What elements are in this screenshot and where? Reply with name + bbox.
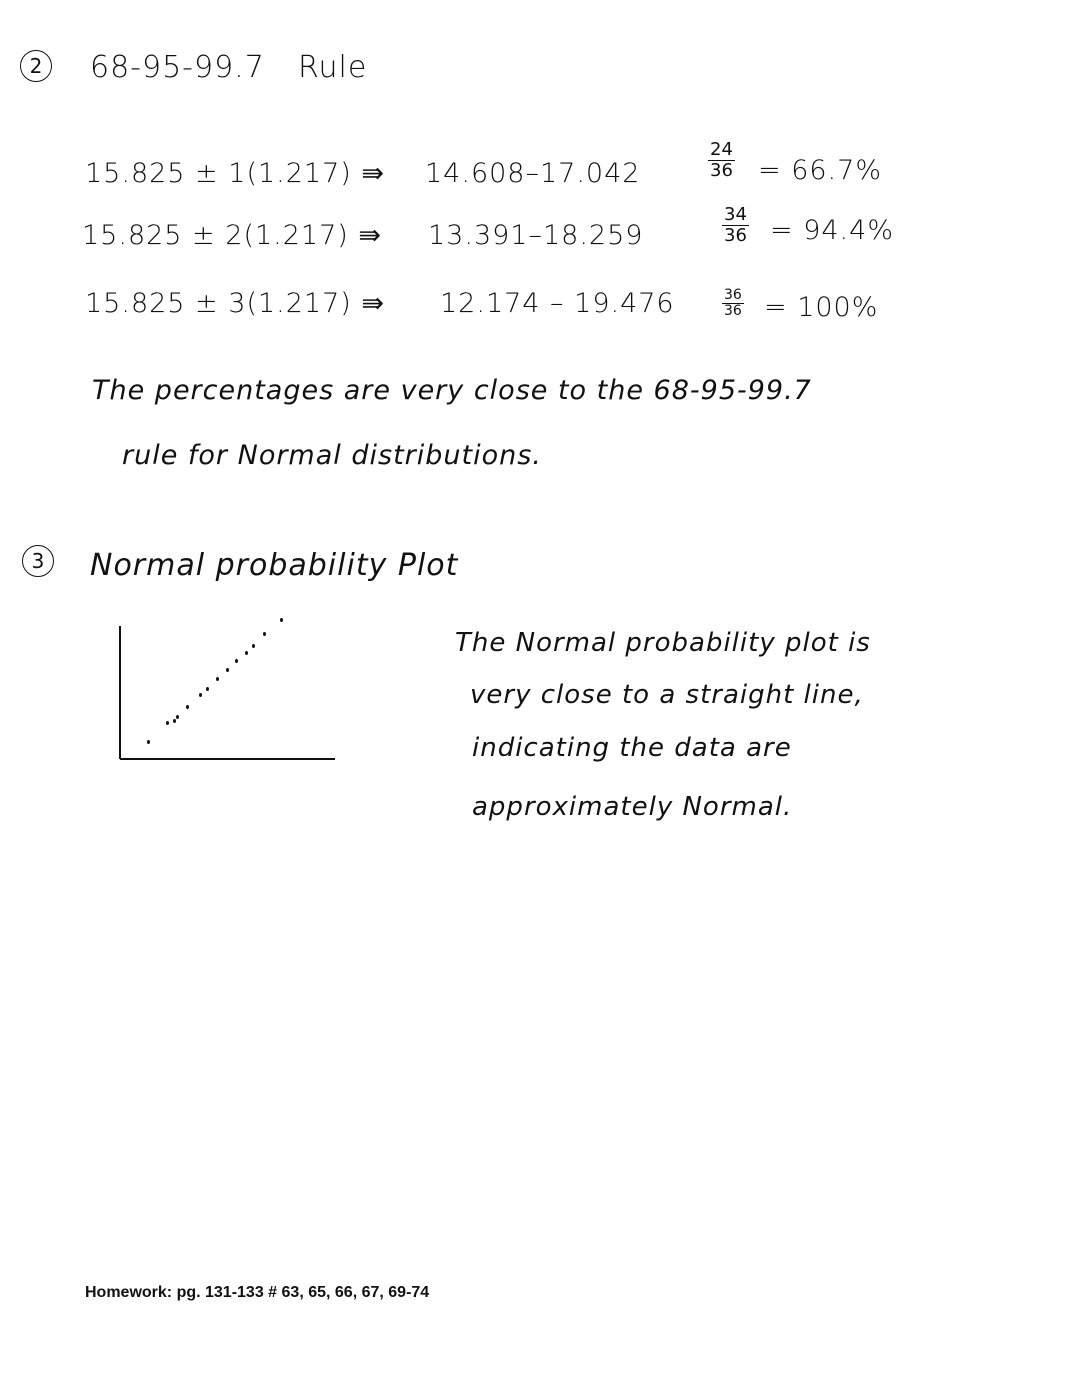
homework-note: Homework: pg. 131-133 # 63, 65, 66, 67, 69-74 bbox=[85, 1284, 430, 1301]
plot-description-line-4: approximately Normal. bbox=[472, 792, 793, 822]
plot-description-line-1: The Normal probability plot is bbox=[455, 628, 871, 658]
fraction-numerator: 36 bbox=[724, 287, 742, 303]
plot-point bbox=[252, 644, 255, 648]
fraction-denominator: 36 bbox=[724, 303, 742, 319]
plot-description-line-2: very close to a straight line, bbox=[470, 680, 864, 710]
conclusion-line-1: The percentages are very close to the 68-95-99.7 bbox=[92, 375, 812, 406]
fraction-numerator: 34 bbox=[724, 204, 747, 225]
rule-percent: = 94.4% bbox=[770, 215, 894, 246]
rule-range: 13.391–18.259 bbox=[428, 220, 644, 251]
rule-expression: 15.825 ± 3(1.217) ⇛ bbox=[85, 288, 386, 319]
conclusion-line-2: rule for Normal distributions. bbox=[122, 440, 542, 471]
fraction-denominator: 36 bbox=[710, 160, 733, 181]
plot-point bbox=[199, 693, 202, 697]
plot-point bbox=[206, 687, 209, 691]
section-2-title-word: Rule bbox=[298, 50, 368, 85]
section-2-number: 2 bbox=[20, 50, 52, 82]
plot-point bbox=[216, 677, 219, 681]
rule-percent: = 66.7% bbox=[758, 155, 882, 186]
rule-range: 14.608–17.042 bbox=[425, 158, 641, 189]
fraction-denominator: 36 bbox=[724, 225, 747, 246]
section-3-title: Normal probability Plot bbox=[90, 548, 459, 583]
rule-range: 12.174 – 19.476 bbox=[440, 288, 675, 319]
plot-y-axis bbox=[119, 626, 121, 759]
rule-fraction bbox=[722, 205, 749, 246]
plot-point bbox=[263, 632, 266, 636]
plot-description-line-3: indicating the data are bbox=[472, 733, 792, 763]
plot-point bbox=[176, 715, 179, 719]
section-3-number: 3 bbox=[22, 545, 54, 577]
plot-point bbox=[280, 618, 283, 622]
section-2-title: 68-95-99.7 bbox=[90, 50, 265, 85]
plot-point bbox=[245, 651, 248, 655]
plot-point bbox=[173, 719, 176, 723]
rule-percent: = 100% bbox=[764, 292, 879, 323]
plot-point bbox=[186, 705, 189, 709]
fraction-numerator: 24 bbox=[710, 139, 733, 160]
plot-point bbox=[235, 659, 238, 663]
plot-point bbox=[166, 721, 169, 725]
rule-expression: 15.825 ± 2(1.217) ⇛ bbox=[82, 220, 383, 251]
rule-fraction bbox=[722, 288, 744, 319]
plot-x-axis bbox=[120, 758, 335, 760]
rule-expression: 15.825 ± 1(1.217) ⇛ bbox=[85, 158, 386, 189]
plot-point bbox=[226, 668, 229, 672]
plot-point bbox=[147, 740, 150, 744]
rule-fraction bbox=[708, 140, 735, 181]
